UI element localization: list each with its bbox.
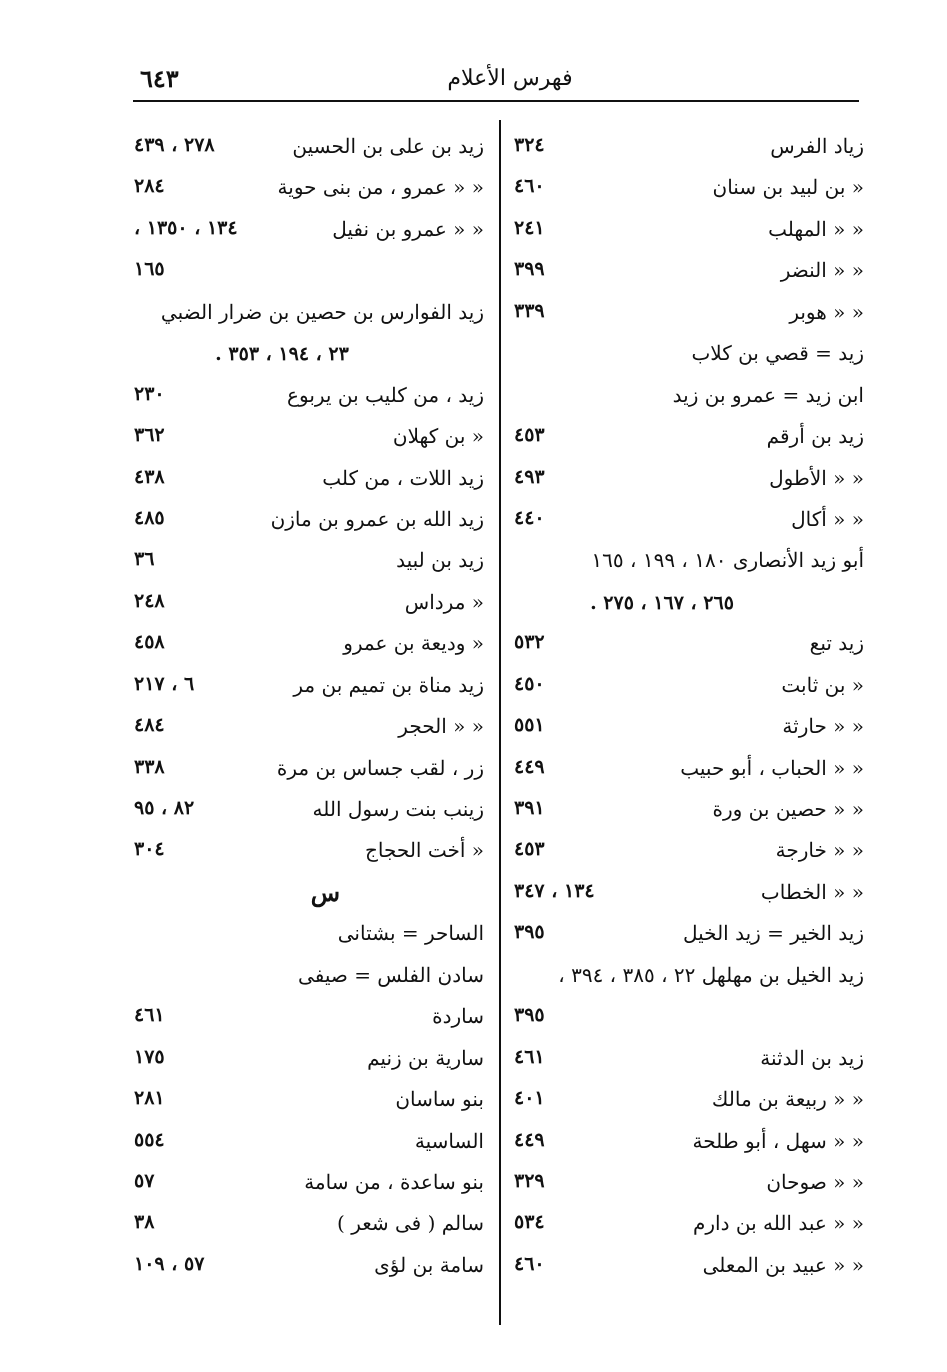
entry-name: بنو ساسان <box>395 1087 484 1112</box>
entry-page-refs: ٤٦١ <box>134 1004 165 1027</box>
index-entry <box>130 791 490 832</box>
entry-name: « « المهلب <box>768 216 864 241</box>
entry-page-refs: ٦ ، ٢١٧ <box>134 672 195 695</box>
index-entry <box>510 211 870 252</box>
index-entry <box>130 915 490 956</box>
entry-name: الساحر = بشتانى <box>337 921 484 946</box>
index-entry <box>510 791 870 832</box>
entry-name: « « الأطول <box>769 465 864 490</box>
entry-page-refs: ٢٤٨ <box>134 589 165 612</box>
entry-name: زر ، لقب جساس بن مرة <box>276 755 484 780</box>
index-entry <box>130 708 490 749</box>
index-entry <box>130 1081 490 1122</box>
entry-name: زيد الخير = زيد الخيل <box>682 921 864 946</box>
index-entry <box>510 998 870 1039</box>
entry-name: زيد تبع <box>809 631 864 656</box>
entry-page-refs: ٢٨١ <box>134 1087 165 1110</box>
index-entry <box>510 460 870 501</box>
index-entry <box>510 501 870 542</box>
index-entry <box>510 1040 870 1081</box>
entry-name: زيد اللات ، من كلب <box>322 465 484 490</box>
entry-page-refs: ٤٥٣ <box>514 424 545 447</box>
entry-name: « وديعة بن عمرو <box>343 631 484 656</box>
entry-name: « « حصين بن ورة <box>712 797 864 821</box>
entry-page-refs: ٣٢٩ <box>514 1169 545 1192</box>
index-entry <box>130 335 490 376</box>
index-entry <box>130 750 490 791</box>
entry-name: « « سهل ، أبو طلحة <box>692 1128 864 1153</box>
entry-page-refs: ٣٠٤ <box>134 838 165 861</box>
index-entry <box>130 501 490 542</box>
index-entry <box>130 211 490 252</box>
index-entry <box>510 335 870 376</box>
index-entry <box>510 294 870 335</box>
index-entry <box>510 252 870 293</box>
index-entry <box>130 1247 490 1288</box>
entry-page-refs: ٥٥١ <box>514 714 545 737</box>
entry-page-refs: ٣٩٥ <box>514 1004 545 1027</box>
entry-page-refs: ٤٦٠ <box>514 1252 545 1275</box>
entry-page-refs: ٤٥٨ <box>134 631 165 654</box>
index-entry <box>510 708 870 749</box>
entry-page-refs: ٥٧ <box>134 1169 155 1192</box>
page-header-title: فهرس الأعلام <box>447 66 573 91</box>
entry-page-refs: ٣٦٢ <box>134 424 165 447</box>
index-entry <box>130 874 490 915</box>
entry-page-refs: ٤٦٠ <box>514 175 545 198</box>
entry-page-refs: ٣٩٩ <box>514 258 545 281</box>
entry-page-refs: ٢٨٤ <box>134 175 165 198</box>
entry-name: زيد مناة بن تميم بن مر <box>293 672 484 697</box>
entry-name: سامة بن لؤى <box>374 1252 484 1277</box>
entry-page-refs: ٤٨٥ <box>134 506 165 529</box>
entry-name: « « هوبر <box>789 299 864 324</box>
entry-name: « أخت الحجاج <box>365 838 484 863</box>
entry-name: ابن زيد = عمرو بن زيد <box>672 382 864 407</box>
index-entry <box>130 584 490 625</box>
index-entry <box>130 1164 490 1205</box>
entry-name: « « عمرو بن نفيل <box>332 216 484 241</box>
entry-name: « بن كهلان <box>392 424 484 449</box>
entry-continuation: ٢٦٥ ، ١٦٧ ، ٢٧٥ . <box>590 591 734 614</box>
index-entry <box>510 1205 870 1246</box>
entry-page-refs: ١٣٤ ، ٣٤٧ <box>514 879 595 902</box>
entry-name: بنو ساعدة ، من سامة <box>304 1169 484 1194</box>
entry-name: « « الحباب ، أبو حبيب <box>680 755 864 780</box>
entry-name: « مرداس <box>404 589 484 614</box>
entry-page-refs: ٥٣٤ <box>514 1211 545 1234</box>
index-entry <box>130 460 490 501</box>
entry-page-refs: ٥٣٢ <box>514 631 545 654</box>
entry-name: زيد الخيل بن مهلهل ٢٢ ، ٣٨٥ ، ٣٩٤ ، <box>558 962 864 987</box>
index-entry <box>130 998 490 1039</box>
entry-name: « « النضر <box>780 258 864 283</box>
entry-page-refs: ٣٢٤ <box>514 134 545 156</box>
entry-page-refs: ١٦٥ <box>134 258 165 281</box>
entry-name: « « خارجة <box>775 838 864 863</box>
entry-name: « « عبد الله بن دارم <box>692 1211 864 1236</box>
index-entry <box>510 542 870 583</box>
entry-name: سارية بن زنيم <box>367 1045 484 1070</box>
index-entry <box>510 128 870 169</box>
entry-page-refs: ٣٩١ <box>514 797 545 819</box>
entry-name: زيد = قصي بن كلاب <box>691 341 864 366</box>
entry-name: زياد الفرس <box>770 134 864 158</box>
index-entry <box>510 169 870 210</box>
entry-page-refs: ٥٥٤ <box>134 1128 165 1151</box>
entry-page-refs: ٤٩٣ <box>514 465 545 488</box>
index-entry <box>510 625 870 666</box>
index-entry <box>130 1123 490 1164</box>
entry-page-refs: ٥٧ ، ١٠٩ <box>134 1252 205 1275</box>
entry-page-refs: ٨٢ ، ٩٥ <box>134 797 195 819</box>
entry-name: سالم ( فى شعر ) <box>337 1211 484 1236</box>
entry-page-refs: ٣٣٨ <box>134 755 165 778</box>
entry-name: سادن الفلس = صيفى <box>298 962 484 987</box>
header-rule <box>133 100 859 102</box>
entry-name: « « الخطاب <box>760 879 864 904</box>
left-column <box>130 128 490 1288</box>
index-entry <box>130 542 490 583</box>
index-entry <box>130 832 490 873</box>
entry-name: « بن لبيد بن سنان <box>712 175 864 200</box>
index-entry <box>130 377 490 418</box>
entry-name: « « صوحان <box>766 1169 864 1194</box>
entry-name: زيد ، من كليب بن يربوع <box>287 382 484 407</box>
index-entry <box>130 252 490 293</box>
index-entry <box>130 128 490 169</box>
entry-page-refs: ٤٤٩ <box>514 1128 545 1151</box>
right-column <box>510 128 870 1288</box>
index-entry <box>510 1247 870 1288</box>
section-letter: س <box>310 877 340 907</box>
index-entry <box>130 957 490 998</box>
entry-name: « « حارثة <box>782 714 864 739</box>
index-entry <box>510 667 870 708</box>
entry-continuation: ٢٣ ، ١٩٤ ، ٣٥٣ . <box>215 343 349 366</box>
index-entry <box>510 915 870 956</box>
entry-name: زيد الله بن عمرو بن مازن <box>270 506 484 531</box>
entry-page-refs: ١٧٥ <box>134 1045 165 1068</box>
entry-page-refs: ٢٤١ <box>514 216 545 239</box>
entry-name: ساردة <box>432 1004 484 1029</box>
entry-name: زيد بن الدثنة <box>760 1045 864 1070</box>
entry-name: « « ربيعة بن مالك <box>711 1087 864 1112</box>
entry-name: « بن ثابت <box>781 672 864 697</box>
index-entry <box>130 625 490 666</box>
index-entry <box>510 750 870 791</box>
entry-name: زيد بن لبيد <box>396 548 484 573</box>
entry-name: زينب بنت رسول الله <box>312 797 484 821</box>
index-entry <box>510 584 870 625</box>
index-entry <box>510 832 870 873</box>
column-divider <box>499 120 501 1325</box>
entry-page-refs: ٤٦١ <box>514 1045 545 1068</box>
index-entry <box>510 1123 870 1164</box>
entry-name: « « عمرو ، من بنى حوية <box>277 175 484 200</box>
entry-name: زيد بن أرقم <box>766 424 864 449</box>
index-entry <box>510 418 870 459</box>
index-entry <box>510 874 870 915</box>
index-entry <box>130 169 490 210</box>
entry-name: زيد الفوارس بن حصين بن ضرار الضبي <box>160 299 484 324</box>
index-entry <box>510 1164 870 1205</box>
entry-page-refs: ١٣٤ ، ١٣٥٠ ، <box>134 216 238 239</box>
entry-name: زيد بن على بن الحسين <box>292 134 484 158</box>
index-entry <box>130 667 490 708</box>
entry-page-refs: ٢٣٠ <box>134 382 165 405</box>
index-entry <box>510 1081 870 1122</box>
entry-name: « « الحجر <box>398 714 484 739</box>
entry-page-refs: ٤٤٠ <box>514 506 545 529</box>
entry-page-refs: ٤٣٨ <box>134 465 165 488</box>
entry-page-refs: ٣٩٥ <box>514 921 545 944</box>
entry-name: « « أكال <box>791 506 864 531</box>
entry-page-refs: ٤٤٩ <box>514 755 545 778</box>
entry-page-refs: ٣٣٩ <box>514 299 545 322</box>
index-entry <box>130 294 490 335</box>
entry-page-refs: ٤٨٤ <box>134 714 165 737</box>
index-entry <box>130 1040 490 1081</box>
entry-page-refs: ٤٥٠ <box>514 672 545 695</box>
entry-page-refs: ٢٧٨ ، ٤٣٩ <box>134 134 215 156</box>
entry-name: الساسية <box>414 1128 484 1153</box>
entry-page-refs: ٤٥٣ <box>514 838 545 861</box>
index-entry <box>510 377 870 418</box>
index-entry <box>510 957 870 998</box>
page-number: ٦٤٣ <box>140 64 179 93</box>
entry-page-refs: ٤٠١ <box>514 1087 545 1110</box>
index-entry <box>130 1205 490 1246</box>
index-entry <box>130 418 490 459</box>
entry-name: « « عبيد بن المعلى <box>702 1252 864 1277</box>
entry-name: أبو زيد الأنصارى ١٨٠ ، ١٩٩ ، ١٦٥ <box>591 548 864 573</box>
entry-page-refs: ٣٨ <box>134 1211 155 1234</box>
entry-page-refs: ٣٦ <box>134 548 155 571</box>
